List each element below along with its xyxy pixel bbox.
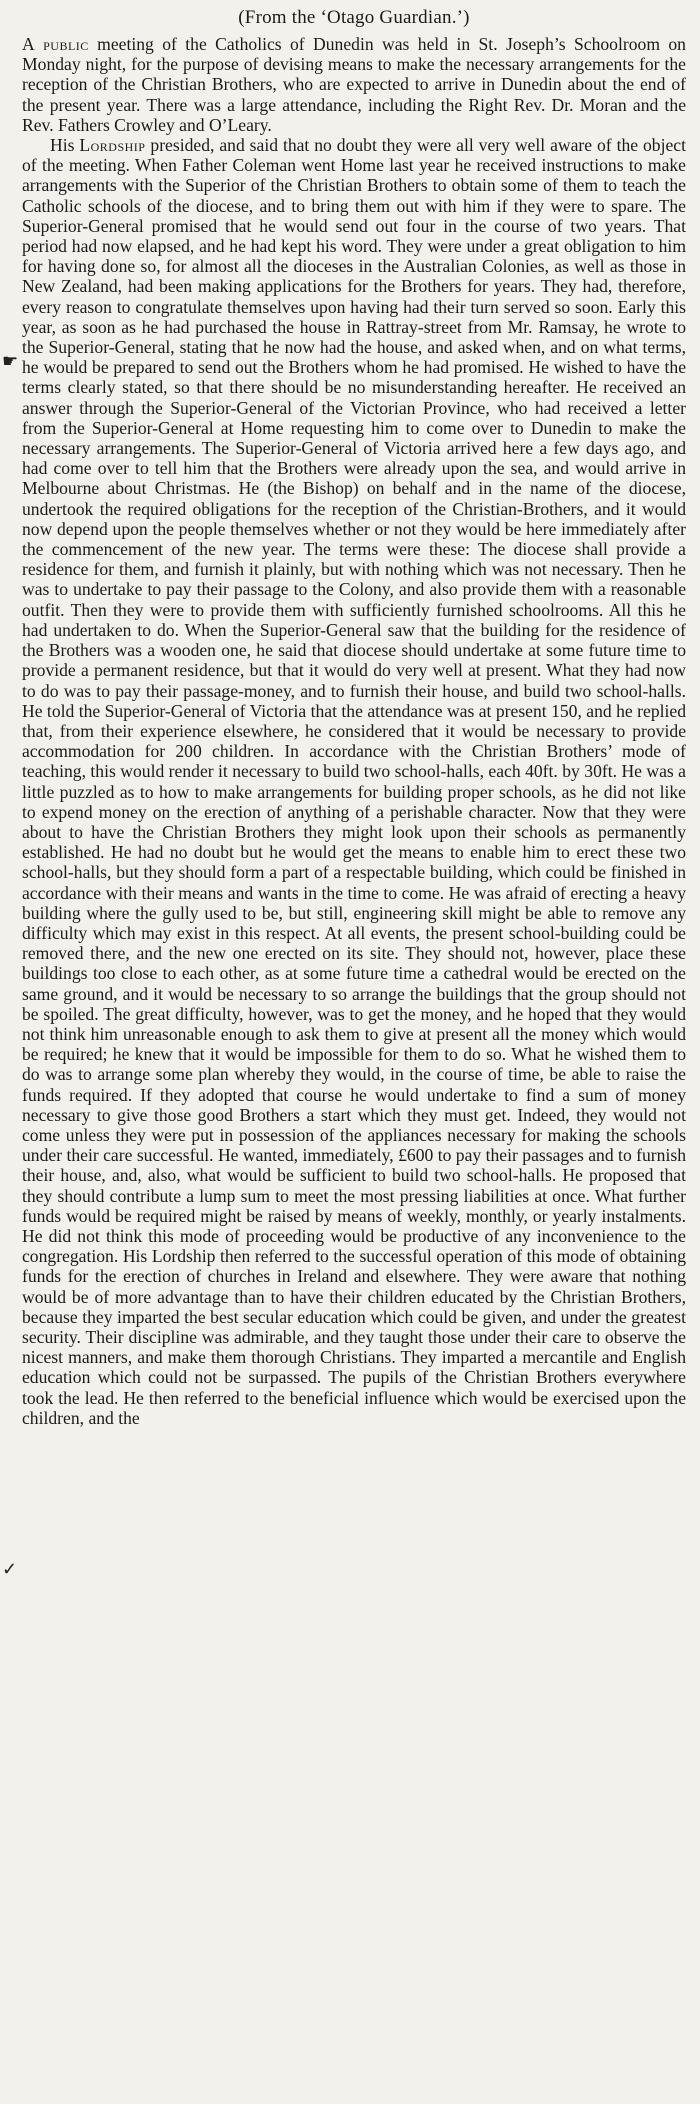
paragraph-text: meeting of the Catholics of Dunedin was held in St. Joseph’s Schoolroom on Monday night, for the purpose of devising means to make the necessary arrangements for the reception of the Christian Brothers, who are expected to arrive in Dunedin about the end of the present year. There was a large attendance, including the Right Rev. Dr. Moran and the Rev. Fathers Crowley and O’Leary. xyxy=(22,34,686,135)
lead-before: His xyxy=(50,135,80,156)
paragraph-text: presided, and said that no doubt they were all very well aware of the object of the meeting. When Father Coleman went Home last year he received instructions to make arrangements with the Superior of the Christian Brothers to obtain some of them to teach the Catholic schools of the diocese, and to bring them out with him if they were to spare. The Superior-General promised that he would send out four in the course of two years. That period had now elapsed, and he had kept his word. They were under a great obligation to him for having done so, for almost all the dioceses in the Australian Colonies, as well as those in New Zealand, had been making applications for the Brothers for years. They had, therefore, every reason to congratulate themselves upon having had their turn served so soon. Early this year, as soon as he had purchased the house in Rattray-street from Mr. Ramsay, he wrote to the Superior-General, stating that he now had the house, and asked when, and on what terms, he would be prepared to send out the Brothers whom he had promised. He wished to have the terms clearly stated, so that there should be no misunderstanding hereafter. He received an answer through the Superior-General of the Victorian Province, who had received a letter from the Superior-General at Home requesting him to come over to Dunedin to make the necessary arrangements. The Superior-General of Victoria arrived here a few days ago, and had come over to tell him that the Brothers were already upon the sea, and would arrive in Melbourne about Christmas. He (the Bishop) on behalf and in the name of the diocese, undertook the required obligations for the reception of the Christian-Brothers, and it would now depend upon the people themselves whether or not they would be here immediately after the commencement of the new year. The terms were these: The diocese shall provide a residence for them, and furnish it plainly, but with nothing which was not necessary. Then he was to undertake to pay their passage to the Colony, and also provide them with a reasonable outfit. Then they were to provide them with sufficiently furnished schoolrooms. All this he had undertaken to do. When the Superior-General saw that the building for the residence of the Brothers was a wooden one, he said that diocese should undertake at some future time to provide a permanent residence, but that it would do very well at present. What they had now to do was to pay their passage-money, and to furnish their house, and build two school-halls. He told the Superior-General of Victoria that the attendance was at present 150, and he replied that, from their experience elsewhere, he considered that it would be necessary to provide accommodation for 200 children. In accordance with the Christian Brothers’ mode of teaching, this would render it necessary to build two school-halls, each 40ft. by 30ft. He was a little puzzled as to how to make arrangements for building proper schools, as he did not like to expend money on the erection of anything of a perishable character. Now that they were about to have the Christian Brothers they might look upon their schools as permanently established. He had no doubt but he would get the means to enable him to erect these two school-halls, but they should form a part of a respectable building, which could be finished in accordance with their means and wants in the time to come. He was afraid of erecting a heavy building where the gully used to be, but still, engineering skill might be able to remove any difficulty which may exist in this respect. At all events, the present school-building could be removed there, and the new one erected on its site. They should not, however, place these buildings too close to each other, as at some future time a cathedral would be erected on the same ground, and it would be necessary to so arrange the buildings that the group should not be spoiled. The great difficulty, however, was to get the money, and he hoped that they would not think him unreasonable enough to ask them to give at present all the money which would be required; he knew that it would be impossible for them to do so. What he wished them to do was to arrange some plan whereby they would, in the course of time, be able to raise the funds required. If they adopted that course he would undertake to find a sum of money necessary to give those good Brothers a start which they must get. Indeed, they would not come unless they were put in possession of the appliances necessary for making the schools under their care successful. He wanted, immediately, £600 to pay their passages and to furnish their house, and, also, what would be sufficient to build two school-halls. He proposed that they should contribute a lump sum to meet the most pressing liabilities at once. What further funds would be required might be raised by means of weekly, monthly, or yearly instalments. He did not think this mode of proceeding would be productive of any inconvenience to the congregation. His Lordship then referred to the successful operation of this mode of obtaining funds for the erection of churches in Ireland and elsewhere. They were aware that nothing would be of more advantage than to have their children educated by the Christian Brothers, because they imparted the best secular education which could be given, and under the greatest security. Their discipline was admirable, and they taught those under their care to observe the nicest manners, and make them thorough Christians. They imparted a mercantile and English education which could not be surpassed. The pupils of the Christian Brothers everywhere took the lead. He then referred to the beneficial influence which would be exercised upon the children, and the xyxy=(22,135,686,1428)
pointing-hand-mark-icon: ☛ xyxy=(2,351,19,371)
pencil-check-mark-icon: ✓ xyxy=(2,1559,18,1579)
source-heading: (From the ‘Otago Guardian.’) xyxy=(238,7,470,28)
lead-word: Lordship xyxy=(79,135,146,156)
paragraph-lordship-address xyxy=(22,135,686,1428)
lead-word: A public xyxy=(22,34,89,54)
paragraph-meeting-notice xyxy=(22,34,686,135)
